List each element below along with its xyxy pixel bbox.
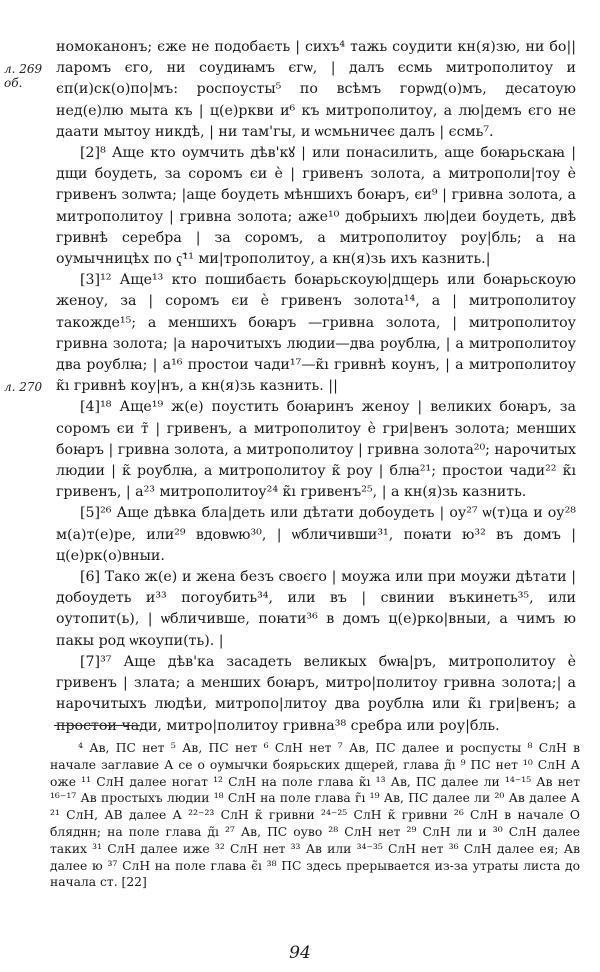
paragraph-article-6: [6] Тако ж(е) и жена безъ своєго | моужа или при моужи дѣтати | добоудеть и³³ погоубить³⁴, или въ | свинии въкинеть³⁵, или оутопит(ь), | ѡбличивше, поꙗти³⁶ в домъ ц(е)рко|вныи, а чимъ ю пакы род ѡкоупи(ть). | (56, 569, 576, 649)
margin-note-line: л. 270 (4, 380, 43, 394)
paragraph-article-7: [7]³⁷ Аще дѣв'ка засадеть великых бѡꙗ|ръ, митрополитоу ѐ гривенъ | злата; а меншиx боꙗръ, митро|политоу гривна золота;| а нарочитыхъ людѣи, митропо|литоу два роублꙗ или к̃ı гри|венъ; а простои чади, митро|политоу гривна³⁸ сребра или роу|бль. (56, 653, 576, 734)
main-text (56, 37, 576, 737)
footnote-separator (54, 725, 140, 726)
paragraph-article-3: [3]¹² Аще¹³ кто пошибаєть боꙗрьскоую|дщерь или боꙗрьскоую женоу, за | соромъ єи ѐ гривенъ золота¹⁴, а | митрополитоу такожде¹⁵; а меншихъ боꙗръ —гривна золота, | митрополитоу гривна золота; |а нарочитыхъ людии—два роублꙗ, | а митрополитоу два роублꙗ; | а¹⁶ простои чади¹⁷—к̃ı гривнѣ коунъ, | а митрополитоу к̃ı гривнѣ коу|нъ, а кн(я)зь казнить. || (56, 272, 576, 395)
paragraph-article-2: [2]⁸ Аще кто оумчить дѣв'кꙋ | или понасилить, аще боꙗрьскаꙗ | дщи боудеть, за соромъ єи ѐ | гривенъ золота, а митрополи|тоу ѐ гривенъ золѡта; |аще боудеть мѣншихъ боꙗръ, єи⁹ | гривна золота, а митрополитоу | гривна золота; аже¹⁰ добрыихъ лю|деи боудеть, двѣ гривнѣ серебра | за соромъ, а митрополитоу роу|бль; а на оумычницѣх по ҁ̃¹¹ ми|трополитоу, а кн(я)зь ихъ казнить.| (56, 145, 576, 268)
margin-note-line: об. (4, 76, 23, 90)
paragraph-article-5: [5]²⁶ Аще дѣвка бла|деть или дѣтати добоудеть | оу²⁷ ѡ(т)ца и оу²⁸ м(а)т(е)ре, или²⁹ вдовѡю³⁰, | ѡбличивши³¹, поꙗти ю³² въ домъ | ц(е)рк(о)вныи. (56, 505, 576, 564)
page-number: 94 (289, 943, 311, 963)
margin-note-line: л. 269 (4, 62, 43, 76)
margin-note-folio-270 (4, 380, 42, 394)
paragraph-article-4: [4]¹⁸ Аще¹⁹ ж(е) поустить боꙗринъ женоу | великих боꙗръ, за соромъ єи т̃ | гривенъ, а митрополитоу ѐ гри|венъ золота; меншиx боꙗръ | гривна золота, а митрополитоу | гривна золота²⁰; нарочитых людии | к̃ роублꙗ, а митрополитоу к̃ роу | блꙗ²¹; простои чади²² к̃ı гривенъ, | а²³ митрополитоу²⁴ к̃ı гривенъ²⁵, | а кн(я)зь казнить. (56, 399, 576, 501)
footnote-text: ⁴ Ав, ПС нет ⁵ Ав, ПС нет ⁶ СлН нет ⁷ Ав, ПС далее и роспусты ⁸ СлН в начале заглавие А се о оумычки боярьских дщерей, глава д̃ı ⁹ ПС нет ¹⁰ СлН А оже ¹¹ СлН далее ногат ¹² СлН на поле глава к̃ı ¹³ Ав, ПС далее ли ¹⁴⁻¹⁵ Ав нет ¹⁶⁻¹⁷ Ав простыхъ людии ¹⁸ СлН на поле глава г̃ı ¹⁹ Ав, ПС далее ли ²⁰ Ав далее А ²¹ СлН, АВ далее А ²²⁻²³ СлН к̃ гривни ²⁴⁻²⁵ СлН к̃ гривни ²⁶ СлН в начале О бляднн; на поле глава д̃ı ²⁷ Ав, ПС оуво ²⁸ СлН нет ²⁹ СлН ли и ³⁰ СлН далее таких ³¹ СлН далее иже ³² СлН нет ³³ Ав или ³⁴⁻³⁵ СлН нет ³⁶ СлН далее ея; Ав далее ю ³⁷ СлН на поле глава є̃ı ³⁸ ПС здесь прерывается из-за утраты листа до начала ст. [22] (50, 741, 580, 890)
paragraph-continuation: номоканонъ; єже не подобаєть | сихъ⁴ тажь соудити кн(я)зю, ни бо||ларомъ єго, ни соудиꙗмъ єгѡ, | далъ єсмь митрополитоу и єп(и)ск(о)по|мъ: роспоусты⁵ по всѣмъ горѡд(о)мъ, десатоую нед(е)лю мыта къ | ц(е)ркви и⁶ къ митрополитоу, а лю|демъ єго не даати мытоу никдѣ, | ни там'гы, и ѡсмьничеє далъ | єсмь⁷. (56, 39, 576, 140)
margin-note-folio-269v (4, 62, 42, 90)
footnotes (50, 740, 580, 891)
